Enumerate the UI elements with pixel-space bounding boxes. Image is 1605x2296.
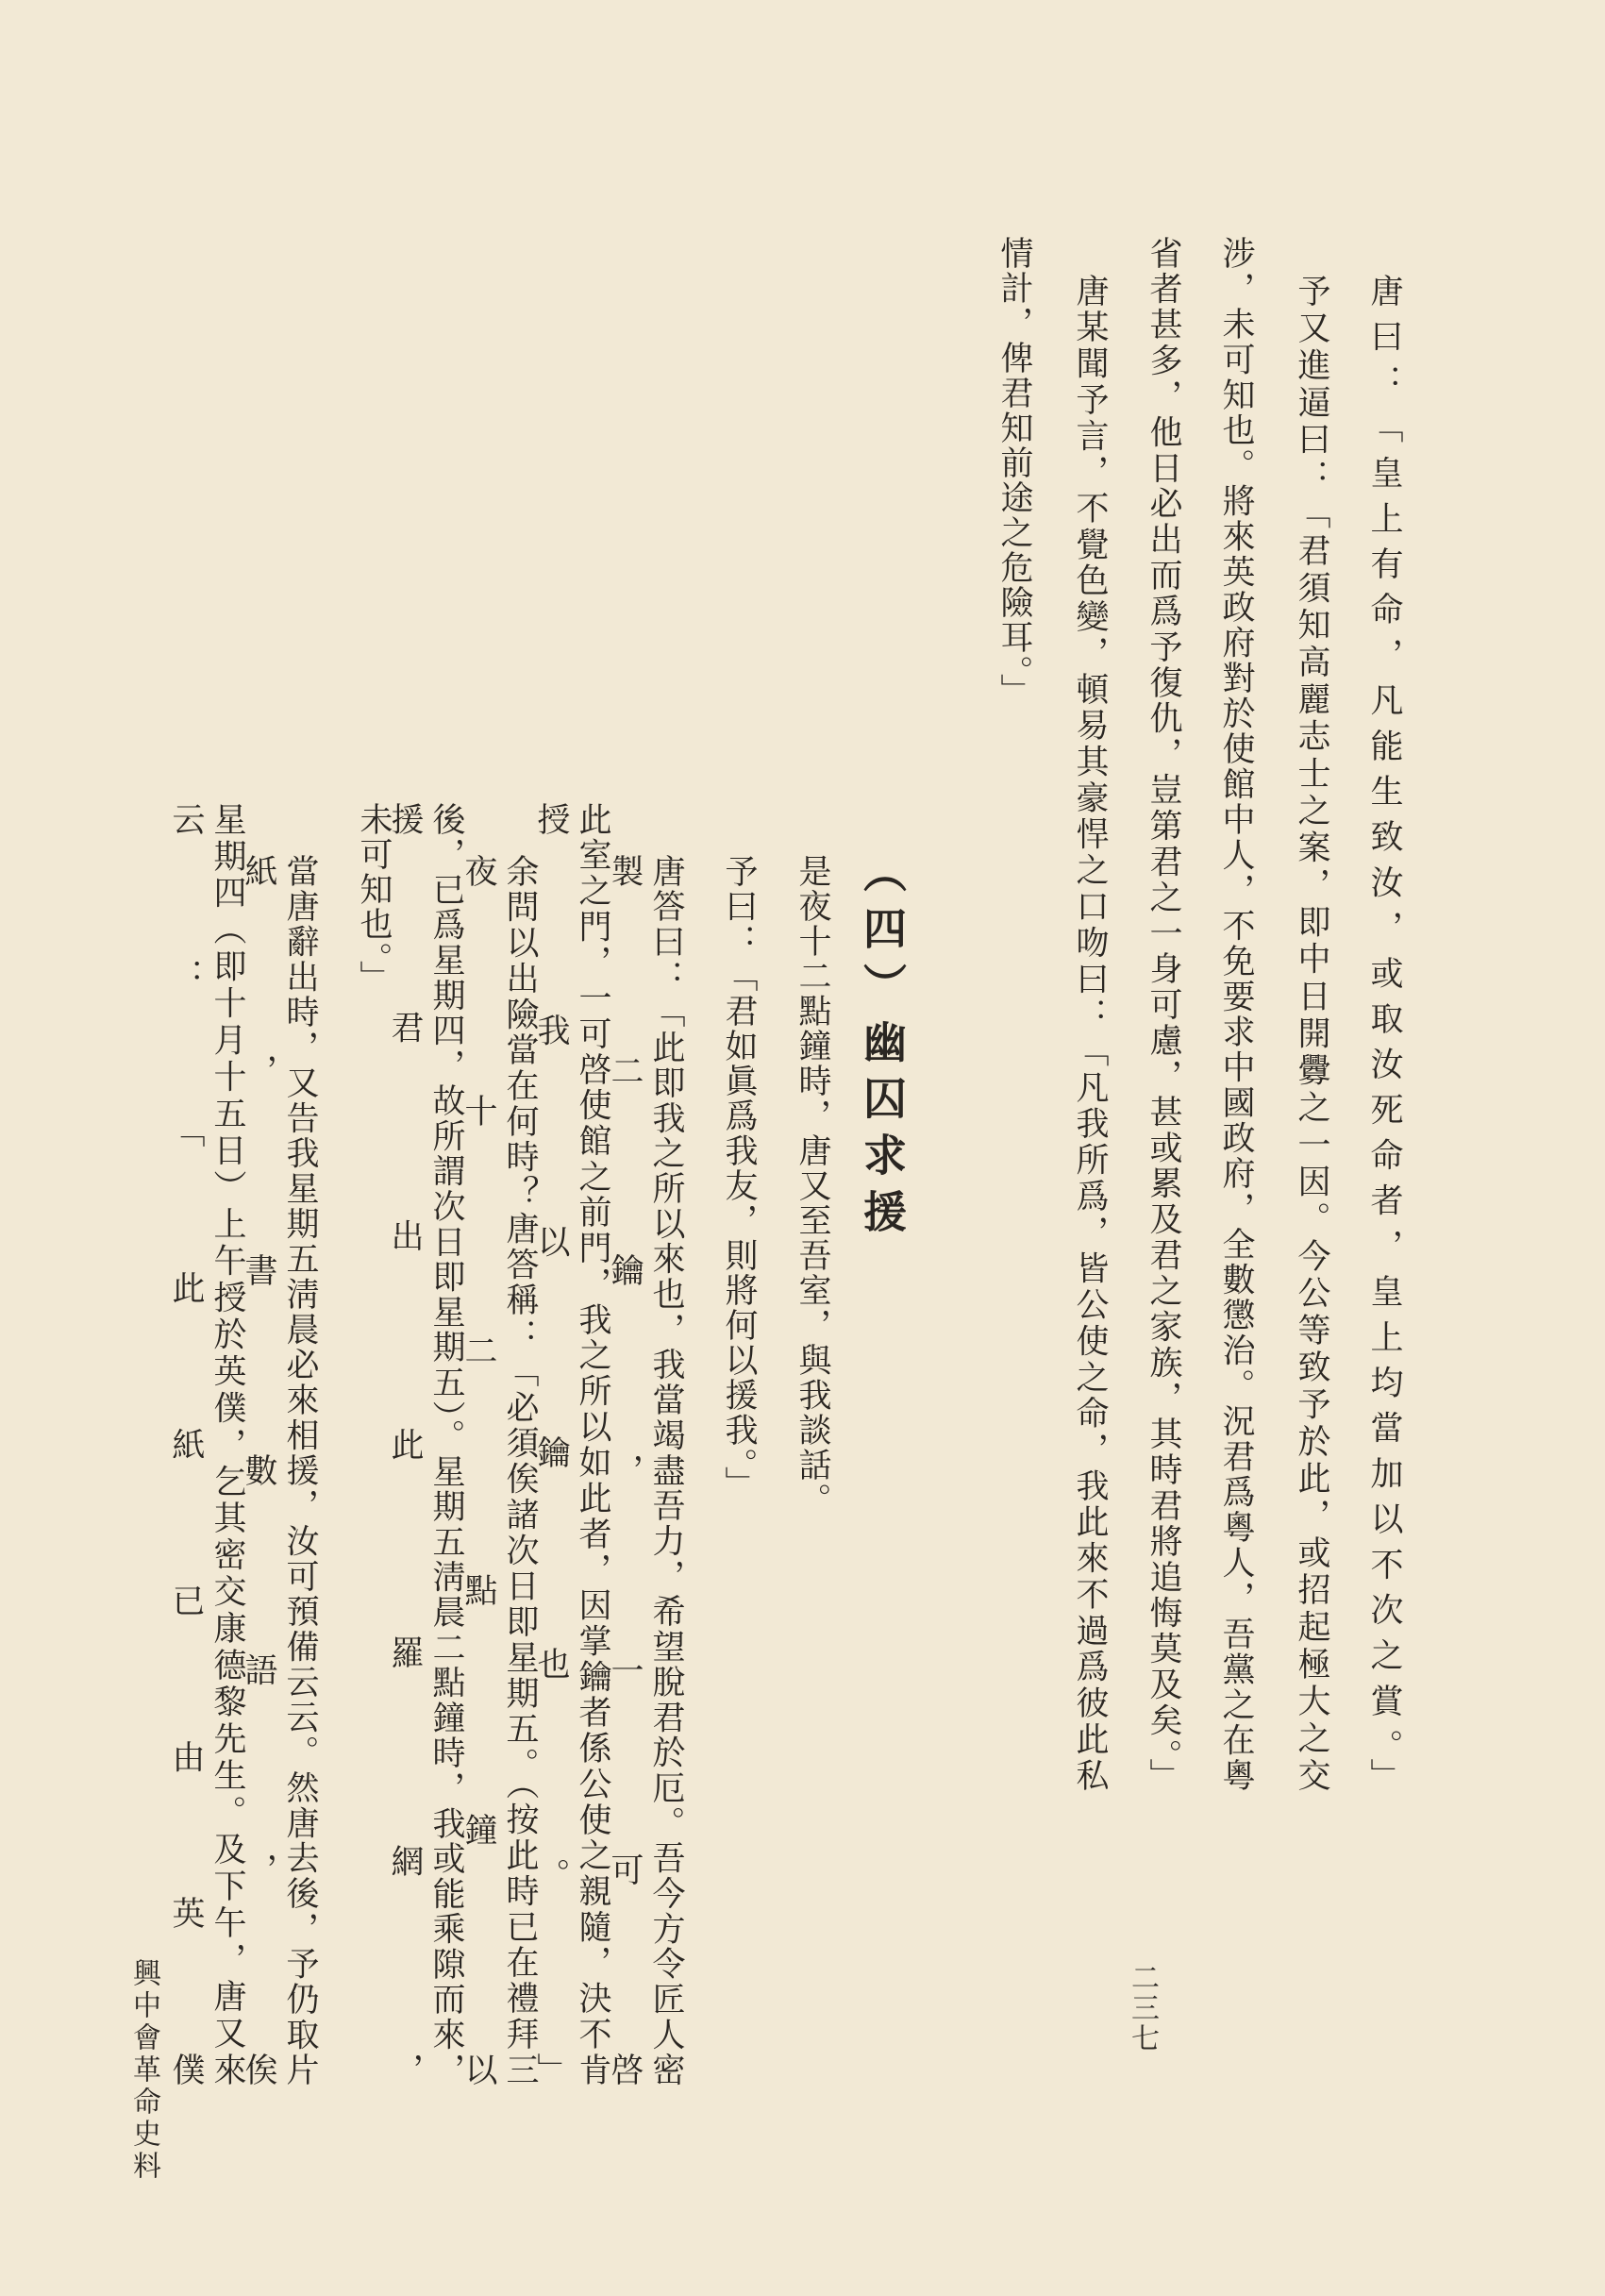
text-column: 予又進逼曰：「君須知高麗志士之案，即中日開釁之一因。今公等致予於此，或招起極大之交 [1293, 274, 1330, 1793]
text-column: 省者甚多，他日必出而爲予復仇，豈第君之一身可慮，甚或累及君之家族，其時君將追悔莫及矣。」 [1145, 236, 1182, 1793]
text-column: 唐曰：「皇上有命，凡能生致汝，或取汝死命者，皇上均當加以不次之賞。」 [1365, 274, 1403, 1793]
text-column: 此室之門，一可啓使館之前門，我之所以如此者，因掌鑰者係公使之親隨，決不肯授我以鑰也。」 [532, 802, 611, 2087]
text-column: 是夜十二點鐘時，唐又至吾室，與我談話。 [794, 854, 831, 1517]
text-column: 唐答曰：「此即我之所以來也，我當竭盡吾力，希望脫君於厄。吾今方令匠人密製二鑰，一可啓 [606, 854, 685, 2087]
section-title: （四）幽囚求援 [857, 849, 908, 1246]
text-column: 余問以出險當在何時？唐答稱：「必須俟諸次日即星期五。（按此時已在禮拜三夜十二點鐘以 [460, 854, 539, 2087]
text-column: 後，已爲星期四，故所謂次日即星期五）。星期五淸晨二點鐘時，我或能乘隙而來，援君出此羅網， [386, 802, 465, 2087]
page-number: 二三七 [1126, 1963, 1159, 2053]
text-column: 當唐辭出時，又告我星期五淸晨必來相援，汝可預備云云。然唐去後，予仍取片紙，書數語，俟 [240, 854, 319, 2087]
text-column: 予曰：「君如眞爲我友，則將何以援我。」 [720, 854, 758, 1501]
text-column: 唐某聞予言，不覺色變，頓易其豪悍之口吻曰：「凡我所爲，皆公使之命，我此來不過爲彼此私 [1071, 274, 1109, 1793]
text-column: 星期四（即十月十五日）上午授於英僕，乞其密交康德黎先生。及下午，唐又來云：「此紙已由英僕 [167, 802, 246, 2087]
book-title-footer: 興中會革命史料 [127, 1958, 160, 2183]
text-column: 情計，俾君知前途之危險耳。」 [995, 236, 1033, 709]
text-column: 涉，未可知也。將來英政府對於使館中人，不免要求中國政府，全數懲治。況君爲粵人，吾黨之在粵 [1217, 236, 1255, 1793]
text-column: 未可知也。」 [355, 802, 393, 996]
